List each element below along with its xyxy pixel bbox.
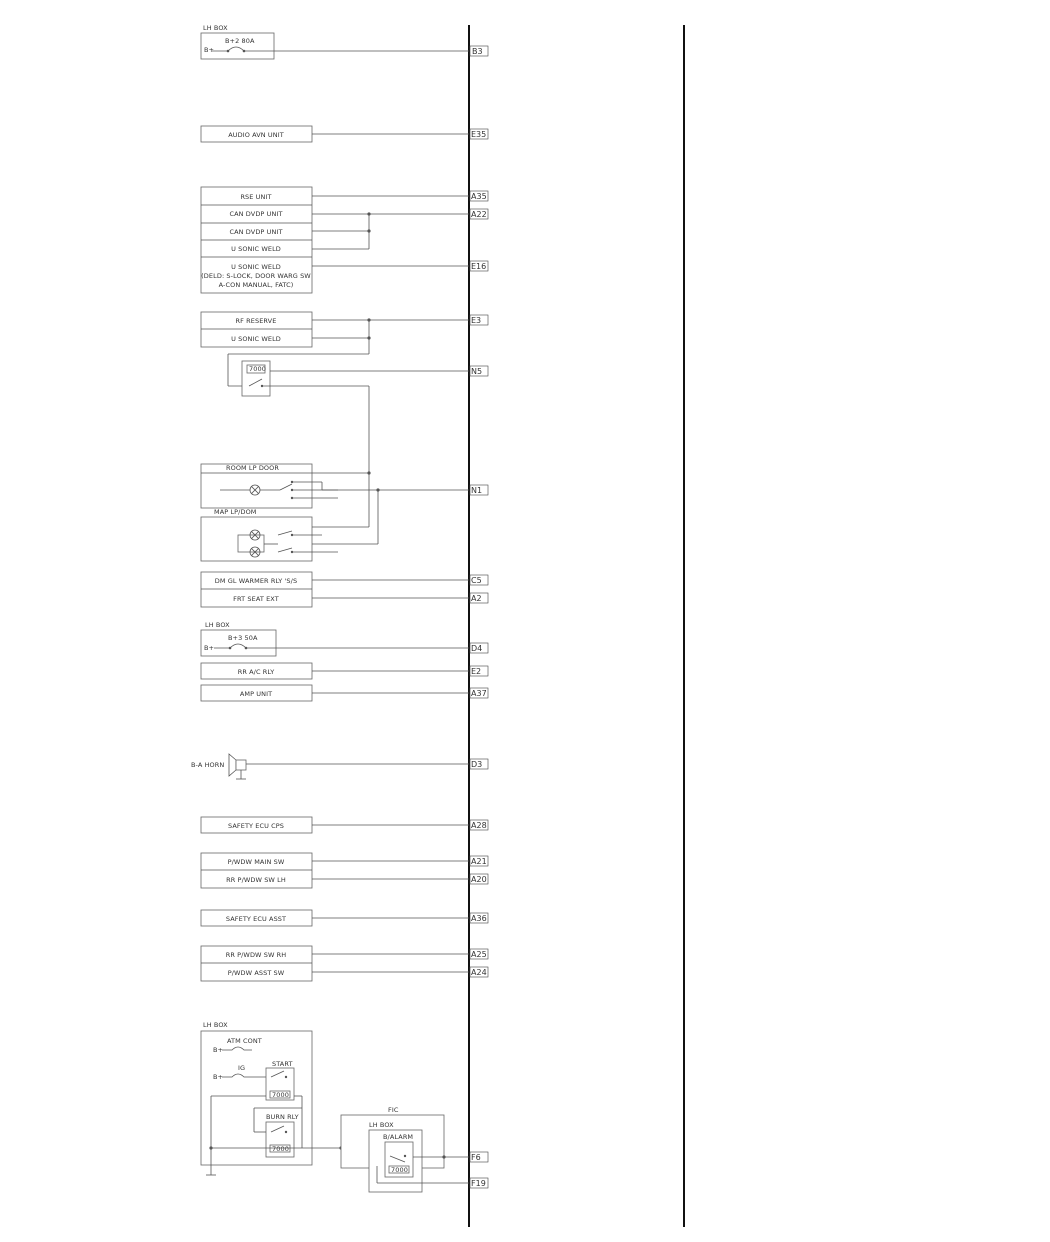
module-label-line: (DELD: S-LOCK, DOOR WARG SW xyxy=(201,272,311,280)
module-a21-a20 xyxy=(201,853,488,888)
module-label: RR A/C RLY xyxy=(237,668,275,676)
connector-label: A37 xyxy=(471,689,487,698)
module-label-line: A-CON MANUAL, FATC) xyxy=(218,281,294,289)
relay-label: 7000 xyxy=(272,1145,289,1153)
map-lamp-title: MAP LP/DOM xyxy=(214,508,257,516)
supply-label: B+ xyxy=(213,1073,224,1081)
connector-label: A22 xyxy=(471,210,487,219)
connector-label: D4 xyxy=(471,644,483,653)
start-label: START xyxy=(272,1060,293,1068)
alarm-label: B/ALARM xyxy=(383,1133,414,1141)
fuse-block-b3 xyxy=(201,24,488,59)
connector-label: A25 xyxy=(471,950,487,959)
lh-box-label: LH BOX xyxy=(369,1121,394,1129)
fuse-label: B+3 50A xyxy=(228,634,258,642)
bottom-power-circuit xyxy=(201,1021,488,1192)
connector-label: E35 xyxy=(471,130,487,139)
module-label: RR P/WDW SW RH xyxy=(225,951,287,959)
module-stack-2 xyxy=(201,312,488,354)
connector-label: N1 xyxy=(471,486,483,495)
module-stack-1 xyxy=(201,187,488,293)
connector-label: F6 xyxy=(471,1153,481,1162)
connector-label: A36 xyxy=(471,914,487,923)
connector-b3: B3 xyxy=(472,47,483,56)
module-label: P/WDW ASST SW xyxy=(227,969,285,977)
connector-label: A2 xyxy=(471,594,482,603)
module-e2 xyxy=(201,663,488,679)
module-label: SAFETY ECU ASST xyxy=(225,915,287,923)
relay-label: 7000 xyxy=(249,365,266,373)
module-label: AUDIO AVN UNIT xyxy=(228,131,284,139)
module-label: CAN DVDP UNIT xyxy=(229,210,283,218)
module-audio xyxy=(201,126,488,142)
module-label: DM GL WARMER RLY 'S/S xyxy=(214,577,298,585)
fuse-box-title: LH BOX xyxy=(205,621,230,629)
module-label: FRT SEAT EXT xyxy=(233,595,279,603)
module-label-line: U SONIC WELD xyxy=(231,263,281,271)
burn-rly-label: BURN RLY xyxy=(266,1113,299,1121)
connector-label: A21 xyxy=(471,857,487,866)
horn-label: B-A HORN xyxy=(191,761,225,769)
horn xyxy=(191,754,488,779)
fuse-supply: B+ xyxy=(204,644,215,652)
connector-label: F19 xyxy=(471,1179,486,1188)
module-label: CAN DVDP UNIT xyxy=(229,228,283,236)
connector-label: N5 xyxy=(471,367,483,376)
module-a25-a24 xyxy=(201,946,488,981)
module-label: RSE UNIT xyxy=(240,193,272,201)
box-title: LH BOX xyxy=(203,1021,228,1029)
map-lamp xyxy=(201,508,378,561)
connector-label: A28 xyxy=(471,821,487,830)
module-a37 xyxy=(201,685,488,701)
ig-label: IG xyxy=(238,1064,246,1072)
supply-label: B+ xyxy=(213,1046,224,1054)
module-c5-a2 xyxy=(201,572,488,607)
connector-label: A24 xyxy=(471,968,487,977)
relay-label: 7000 xyxy=(391,1166,408,1174)
room-lamp-title: ROOM LP DOOR xyxy=(226,464,279,472)
fic-label: FIC xyxy=(388,1106,399,1114)
module-a36 xyxy=(201,910,488,926)
module-label: RR P/WDW SW LH xyxy=(226,876,286,884)
module-label: RF RESERVE xyxy=(235,317,277,325)
fuse-box-title: LH BOX xyxy=(203,24,228,32)
module-a28 xyxy=(201,817,488,833)
fuse-label: B+2 80A xyxy=(225,37,255,45)
module-label: U SONIC WELD xyxy=(231,335,281,343)
module-label: P/WDW MAIN SW xyxy=(227,858,285,866)
connector-label: E16 xyxy=(471,262,487,271)
connector-label: E3 xyxy=(471,316,482,325)
connector-label: A35 xyxy=(471,192,487,201)
atm-cont-label: ATM CONT xyxy=(227,1037,262,1045)
module-label: SAFETY ECU CPS xyxy=(228,822,284,830)
connector-label: D3 xyxy=(471,760,483,769)
connector-label: E2 xyxy=(471,667,482,676)
module-label: U SONIC WELD xyxy=(231,245,281,253)
relay-label: 7000 xyxy=(272,1091,289,1099)
module-label: AMP UNIT xyxy=(239,690,273,698)
connector-label: C5 xyxy=(471,576,482,585)
fuse-supply: B+ xyxy=(204,46,215,54)
fuse-block-d4 xyxy=(201,621,488,656)
connector-label: A20 xyxy=(471,875,487,884)
